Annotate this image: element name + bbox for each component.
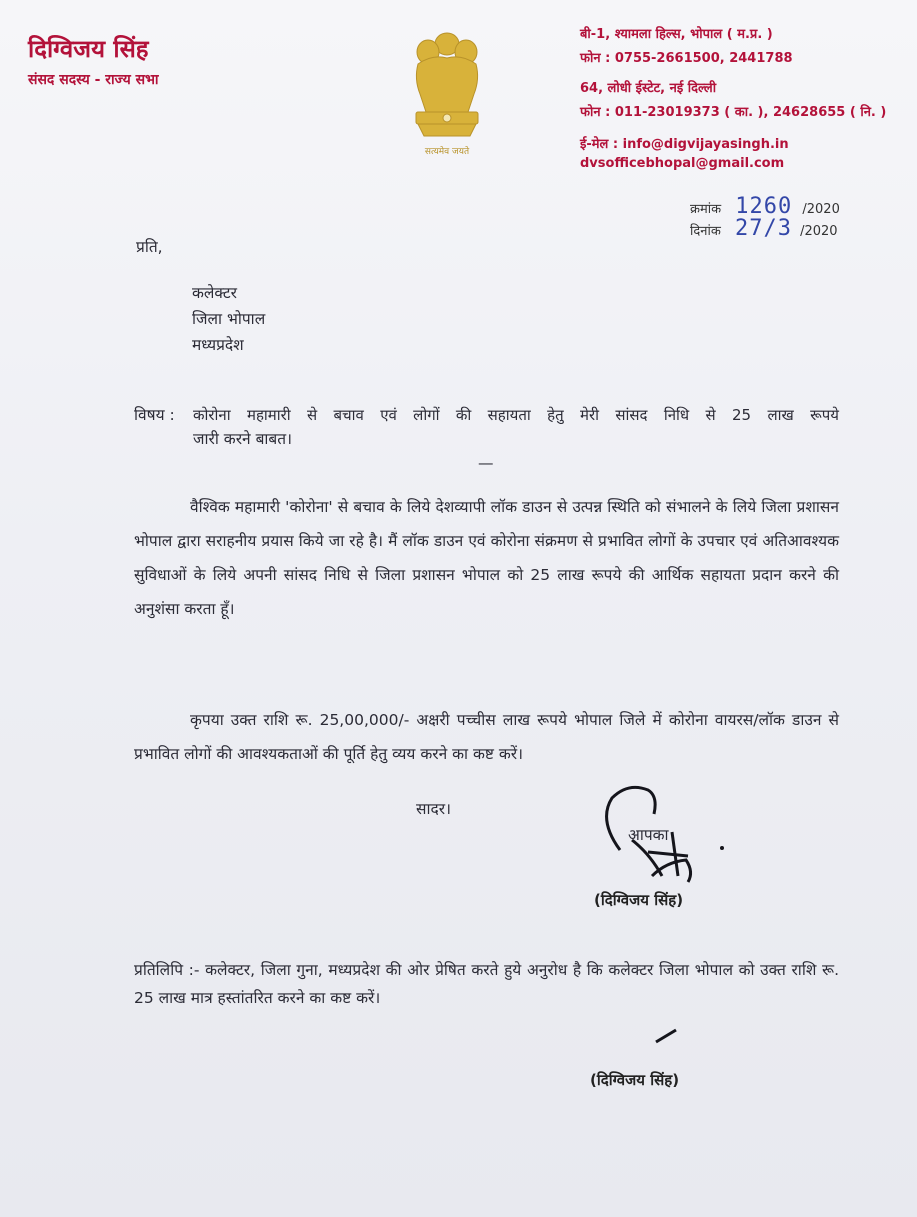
reference-date-value: 27/3: [734, 216, 792, 241]
addressee-line3: मध्यप्रदेश: [192, 336, 244, 354]
pen-mark-icon: [652, 1026, 682, 1046]
signature-name: (दिग्विजय सिंह): [594, 891, 684, 909]
body-paragraph-2: कृपया उक्त राशि रू. 25,00,000/- अक्षरी पच्चीस लाख रूपये भोपाल जिले में कोरोना वायरस/लॉक डाउन से प्रभावित लोगों की आवश्यकताओं की पूर्ति हेतु व्यय करने का कष्ट करें।: [134, 711, 839, 763]
phone-delhi: फोन : 011-23019373 ( का. ), 24628655 ( नि. ): [580, 105, 887, 120]
reference-date-label: दिनांक: [690, 224, 721, 239]
copy-text: प्रतिलिपि :- कलेक्टर, जिला गुना, मध्यप्रदेश की ओर प्रेषित करते हुये अनुरोध है कि कलेक्टर जिला भोपाल को उक्त राशि रू. 25 लाख मात्र हस्तांतरित करने का कष्ट करें।: [134, 961, 839, 1007]
national-emblem-icon: [404, 24, 490, 162]
phone-bhopal: फोन : 0755-2661500, 2441788: [580, 51, 793, 66]
reference-date: [690, 216, 838, 241]
body-paragraph-1: वैश्विक महामारी 'कोरोना' से बचाव के लिये देशव्यापी लॉक डाउन से उत्पन्न स्थिति को संभालने के लिये जिला प्रशासन भोपाल द्वारा सराहनीय प्रयास किये जा रहे है। मैं लॉक डाउन एवं कोरोना संक्रमण से प्रभावित लोगों के उपचार एवं अतिआवश्यक सुविधाओं के लिये अपनी सांसद निधि से जिला प्रशासन भोपाल को 25 लाख रूपये की आर्थिक सहायता प्रदान करने की अनुशंसा करता हूँ।: [134, 498, 839, 618]
reference-number-year: /2020: [802, 202, 840, 217]
closing-saadar: सादर।: [416, 800, 451, 818]
signature-aapka: आपका: [628, 826, 669, 844]
sender-designation: संसद सदस्य - राज्य सभा: [28, 72, 159, 88]
reference-number-value: 1260: [735, 194, 793, 219]
addressee-prati: प्रति,: [136, 238, 163, 256]
reference-date-year: /2020: [800, 224, 838, 239]
subject-divider: —: [478, 454, 494, 472]
subject-line2: जारी करने बाबत।: [193, 430, 292, 448]
email-secondary: dvsofficebhopal@gmail.com: [580, 156, 785, 171]
emblem-motto: सत्यमेव जयते: [424, 147, 470, 157]
addressee-line1: कलेक्टर: [192, 284, 238, 302]
address-bhopal: बी-1, श्यामला हिल्स, भोपाल ( म.प्र. ): [580, 27, 773, 42]
subject-label: विषय :: [134, 406, 175, 424]
reference-number-label: क्रमांक: [690, 202, 722, 217]
subject-line1: कोरोना महामारी से बचाव एवं लोगों की सहायता हेतु मेरी सांसद निधि से 25 लाख रूपये: [193, 406, 839, 424]
sender-name: दिग्विजय सिंह: [28, 35, 149, 63]
copy-signature-name: (दिग्विजय सिंह): [590, 1071, 680, 1089]
addressee-line2: जिला भोपाल: [192, 310, 266, 328]
email-primary: ई-मेल : info@digvijayasingh.in: [580, 137, 789, 152]
address-delhi: 64, लोधी ईस्टेट, नई दिल्ली: [580, 81, 717, 96]
